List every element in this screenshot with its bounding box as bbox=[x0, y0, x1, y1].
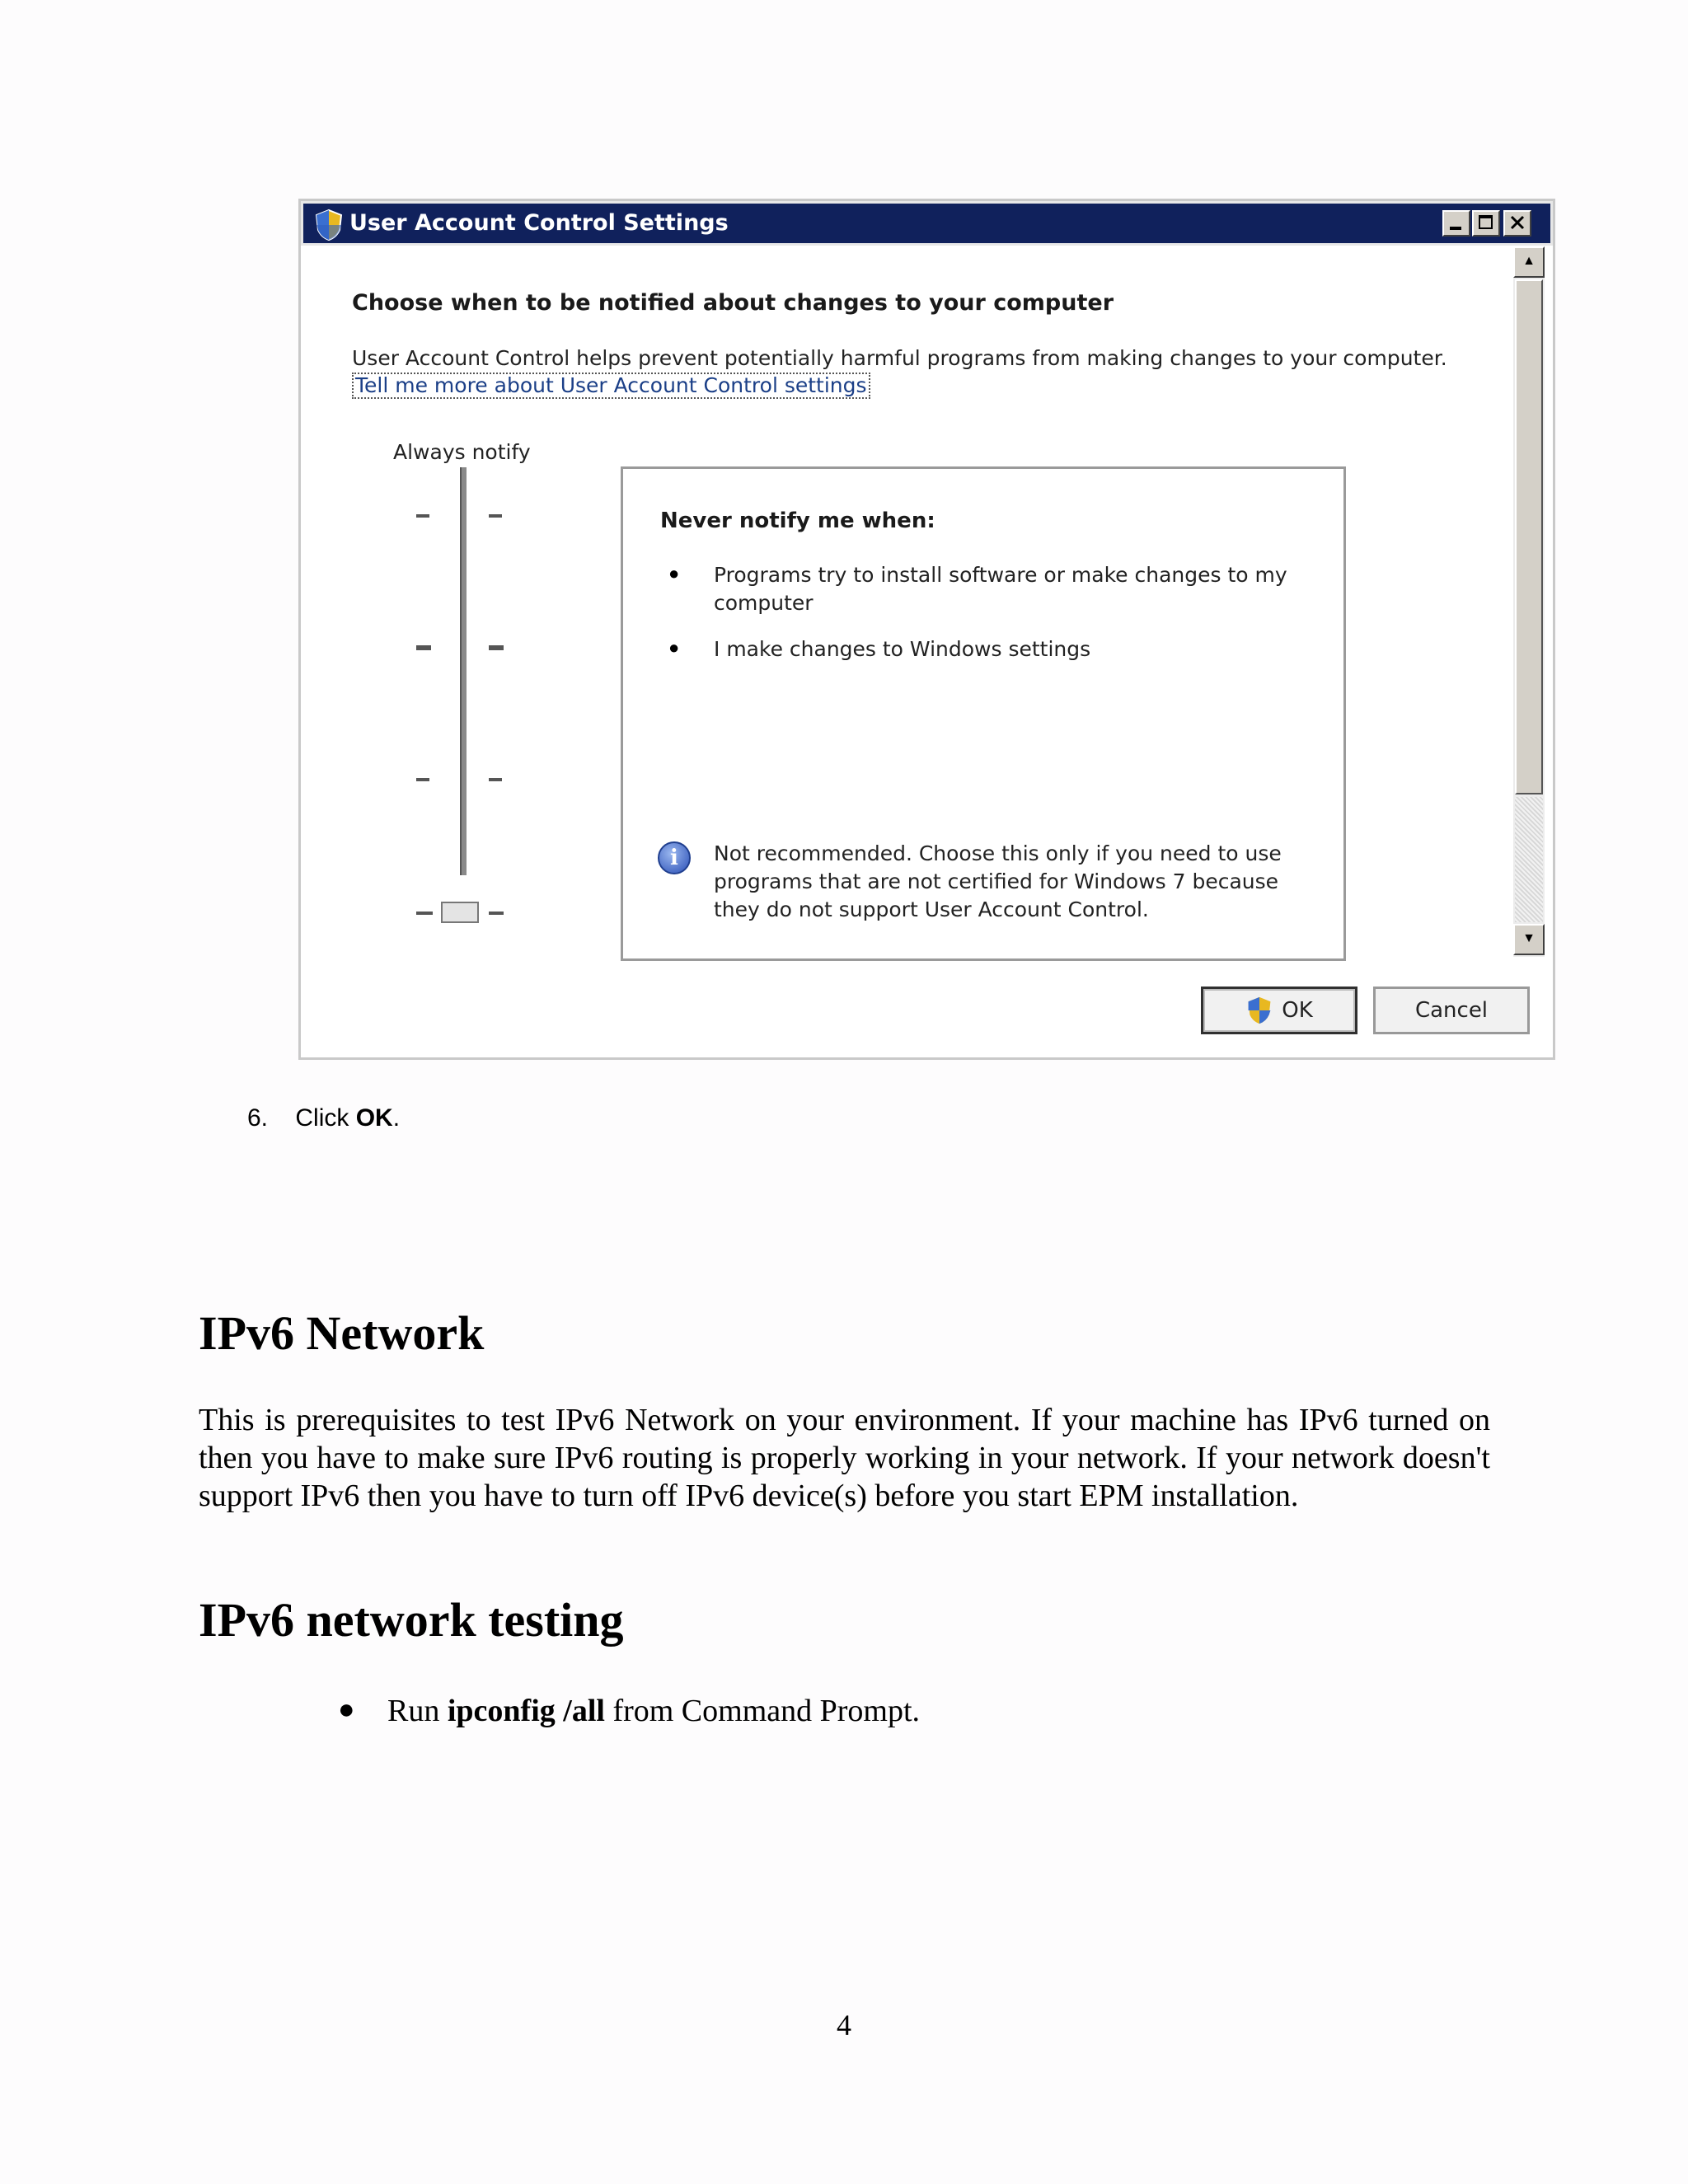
scroll-down-button[interactable] bbox=[1513, 924, 1545, 955]
scrollbar-track[interactable] bbox=[1515, 797, 1543, 922]
warning-text: Not recommended. Choose this only if you need to use programs that are not certified for Windows 7 because they do not support User Account Control. bbox=[714, 841, 1282, 921]
vertical-scrollbar[interactable] bbox=[1513, 246, 1545, 957]
slider-tick bbox=[489, 912, 504, 915]
page-number: 4 bbox=[837, 2008, 851, 2041]
dialog-heading: Choose when to be notified about changes to your computer bbox=[352, 290, 1114, 316]
slider-tick bbox=[416, 645, 431, 650]
uac-shield-icon bbox=[1245, 996, 1273, 1025]
step-prefix: Click bbox=[295, 1104, 356, 1132]
step-number: 6. bbox=[247, 1104, 269, 1132]
minimize-button[interactable] bbox=[1442, 210, 1470, 237]
slider-tick bbox=[416, 514, 429, 518]
dialog-title: User Account Control Settings bbox=[349, 210, 729, 236]
bullet-suffix: from Command Prompt. bbox=[604, 1694, 921, 1728]
slider-tick bbox=[416, 778, 429, 781]
slider-top-label: Always notify bbox=[393, 440, 531, 464]
command-text: ipconfig /all bbox=[447, 1694, 605, 1728]
notify-item: Programs try to install software or make changes to my computer bbox=[714, 563, 1287, 615]
maximize-icon bbox=[1474, 212, 1498, 235]
section-paragraph: This is prerequisites to test IPv6 Network on your environment. If your machine has IPv6 turned on then you have to make sure IPv6 routing is properly working in your network. If your network doesn't support IPv6 then you have to turn off IPv6 device(s) before you start EPM installation. bbox=[199, 1403, 1490, 1513]
close-icon bbox=[1505, 212, 1530, 235]
slider-tick bbox=[416, 912, 433, 915]
slider-tick bbox=[489, 514, 502, 518]
close-button[interactable] bbox=[1503, 210, 1531, 237]
notify-item: I make changes to Windows settings bbox=[714, 637, 1091, 661]
section-heading-ipv6-network: IPv6 Network bbox=[199, 1306, 485, 1360]
step-emphasis: OK bbox=[355, 1104, 393, 1132]
arrow-up-icon: ▲ bbox=[1522, 254, 1536, 268]
maximize-button[interactable] bbox=[1472, 210, 1500, 237]
ok-button-label: OK bbox=[1282, 998, 1313, 1023]
uac-shield-icon bbox=[313, 209, 345, 241]
slider-tick bbox=[489, 778, 502, 781]
dialog-titlebar bbox=[301, 201, 1553, 246]
notify-box-title: Never notify me when: bbox=[660, 509, 935, 533]
step-instruction bbox=[247, 1104, 400, 1132]
bullet-marker: ● bbox=[668, 637, 680, 658]
section-heading-ipv6-testing: IPv6 network testing bbox=[199, 1593, 624, 1647]
bullet-marker: ● bbox=[338, 1694, 355, 1725]
dialog-description: User Account Control helps prevent potentially harmful programs from making changes to your computer. bbox=[352, 346, 1447, 370]
notification-slider-track[interactable] bbox=[460, 467, 467, 875]
scroll-up-button[interactable] bbox=[1513, 246, 1545, 278]
scrollbar-thumb[interactable] bbox=[1515, 279, 1543, 794]
minimize-icon bbox=[1444, 212, 1469, 235]
arrow-down-icon: ▼ bbox=[1522, 931, 1536, 945]
bullet-marker: ● bbox=[668, 563, 680, 583]
uac-dialog-screenshot bbox=[298, 199, 1555, 1060]
slider-tick bbox=[489, 645, 504, 650]
ok-button[interactable] bbox=[1201, 987, 1357, 1034]
slider-thumb[interactable] bbox=[441, 902, 479, 923]
notification-description-box bbox=[621, 466, 1346, 961]
bullet-item bbox=[387, 1693, 920, 1729]
step-suffix: . bbox=[392, 1104, 401, 1132]
info-icon: i bbox=[658, 841, 691, 874]
cancel-button[interactable] bbox=[1373, 987, 1530, 1034]
learn-more-link[interactable]: Tell me more about User Account Control settings bbox=[352, 373, 870, 399]
cancel-button-label: Cancel bbox=[1414, 998, 1489, 1023]
bullet-prefix: Run bbox=[387, 1694, 448, 1728]
